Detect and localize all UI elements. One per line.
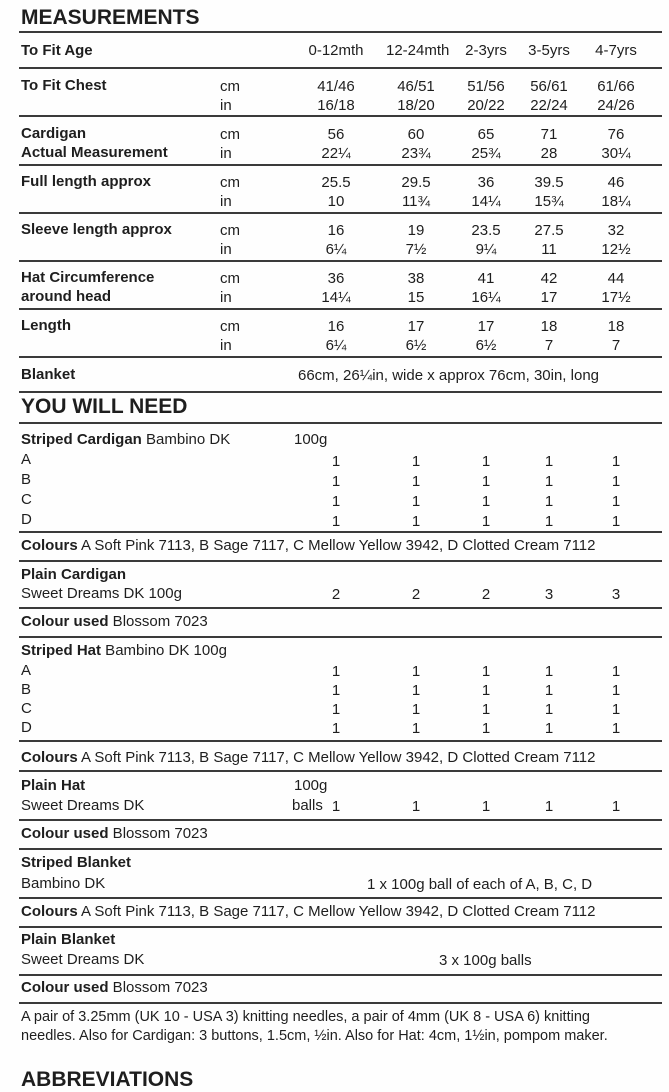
plain-hat-yarn: Sweet Dreams DK	[21, 797, 145, 814]
rule	[19, 67, 662, 69]
plain-cardigan-qty-5: 3	[611, 586, 621, 603]
striped-blanket-amount: 1 x 100g ball of each of A, B, C, D	[367, 876, 593, 893]
cardigan-unit-in: in	[220, 145, 232, 162]
section-title: YOU WILL NEED	[21, 395, 188, 418]
length-cm-1: 16	[327, 318, 345, 335]
striped-cardigan-qty-1: 1	[331, 473, 341, 490]
sleeve_length-in-3: 9¼	[475, 241, 497, 258]
striped-cardigan-qty-5: 1	[611, 513, 621, 530]
hat_circ-unit-cm: cm	[220, 270, 240, 287]
full_length-label: Full length approx	[21, 173, 151, 190]
striped-hat-heading-text: Bambino DK 100g	[101, 642, 227, 659]
plain-hat-title: Plain Hat	[21, 777, 86, 794]
plain-hat-qty-3: 1	[481, 798, 491, 815]
plain-blanket-title: Plain Blanket	[21, 931, 116, 948]
striped-cardigan-qty-4: 1	[544, 493, 554, 510]
striped-hat-qty-2: 1	[411, 663, 421, 680]
to_fit_chest-in-3: 20/22	[467, 97, 505, 114]
length-in-3: 6½	[475, 337, 497, 354]
colours-blanket-text: A Soft Pink 7113, B Sage 7117, C Mellow Yellow 3942, D Clotted Cream 7112	[77, 903, 596, 920]
size-heading-2: 12-24mth	[386, 42, 450, 59]
full_length-cm-5: 46	[607, 174, 625, 191]
striped-cardigan-qty-3: 1	[481, 473, 491, 490]
to_fit_chest-cm-4: 56/61	[530, 78, 568, 95]
to_fit_chest-in-5: 24/26	[597, 97, 635, 114]
striped-cardigan-letter: D	[21, 511, 32, 528]
striped-cardigan-qty-2: 1	[411, 513, 421, 530]
rule	[19, 212, 662, 214]
full_length-in-3: 14¼	[471, 193, 501, 210]
to_fit_chest-in-1: 16/18	[317, 97, 355, 114]
striped-hat-qty-5: 1	[611, 682, 621, 699]
length-cm-5: 18	[607, 318, 625, 335]
striped-cardigan-qty-3: 1	[481, 453, 491, 470]
striped-cardigan-heading-label: Striped Cardigan	[21, 431, 142, 448]
striped-cardigan-letter: B	[21, 471, 32, 488]
full_length-in-1: 10	[327, 193, 345, 210]
striped-cardigan-qty-1: 1	[331, 493, 341, 510]
cardigan-in-1: 22¼	[321, 145, 351, 162]
striped-hat-qty-4: 1	[544, 663, 554, 680]
striped-cardigan-letter: A	[21, 451, 32, 468]
striped-hat-qty-4: 1	[544, 720, 554, 737]
size-heading-4: 3-5yrs	[528, 42, 570, 59]
to_fit_chest-cm-2: 46/51	[397, 78, 435, 95]
colour-used-hat	[21, 824, 208, 843]
length-cm-3: 17	[477, 318, 495, 335]
striped-cardigan-qty-5: 1	[611, 493, 621, 510]
striped-hat-qty-5: 1	[611, 720, 621, 737]
hat_circ-in-3: 16¼	[471, 289, 501, 306]
colours-cardigan-text: A Soft Pink 7113, B Sage 7117, C Mellow Yellow 3942, D Clotted Cream 7112	[77, 537, 596, 554]
full_length-in-2: 11¾	[401, 193, 431, 210]
row-label-age: To Fit Age	[21, 42, 93, 59]
rule	[19, 531, 662, 533]
colours-blanket	[21, 902, 596, 921]
full_length-cm-1: 25.5	[321, 174, 351, 191]
striped-hat-letter: C	[21, 700, 32, 717]
plain-hat-qty-4: 1	[544, 798, 554, 815]
plain-hat-qty-1: 1	[331, 798, 341, 815]
sleeve_length-cm-1: 16	[327, 222, 345, 239]
colour-used-blanket-text: Blossom 7023	[108, 979, 208, 996]
hat_circ-cm-3: 41	[477, 270, 495, 287]
to_fit_chest-in-2: 18/20	[397, 97, 435, 114]
rule	[19, 819, 662, 821]
cardigan-cm-2: 60	[407, 126, 425, 143]
length-cm-2: 17	[407, 318, 425, 335]
sleeve_length-cm-4: 27.5	[534, 222, 564, 239]
striped-cardigan-letter: C	[21, 491, 32, 508]
rule	[19, 31, 662, 33]
rule	[19, 897, 662, 899]
hat_circ-cm-1: 36	[327, 270, 345, 287]
hat_circ-in-1: 14¼	[321, 289, 351, 306]
striped-cardigan-qty-1: 1	[331, 513, 341, 530]
size-heading-1: 0-12mth	[308, 42, 364, 59]
length-in-2: 6½	[405, 337, 427, 354]
striped-hat-qty-3: 1	[481, 701, 491, 718]
rule	[19, 308, 662, 310]
length-unit-cm: cm	[220, 318, 240, 335]
plain-cardigan-qty-1: 2	[331, 586, 341, 603]
to_fit_chest-unit-in: in	[220, 97, 232, 114]
striped-hat-qty-5: 1	[611, 663, 621, 680]
striped-hat-qty-2: 1	[411, 720, 421, 737]
plain-hat-unit: balls	[292, 797, 323, 814]
rule	[19, 607, 662, 609]
colours-hat-text: A Soft Pink 7113, B Sage 7117, C Mellow Yellow 3942, D Clotted Cream 7112	[77, 749, 596, 766]
hat_circ-cm-2: 38	[407, 270, 425, 287]
rule	[19, 770, 662, 772]
striped-hat-qty-4: 1	[544, 682, 554, 699]
full_length-unit-cm: cm	[220, 174, 240, 191]
rule	[19, 926, 662, 928]
striped-blanket-title: Striped Blanket	[21, 854, 132, 871]
to_fit_chest-label: To Fit Chest	[21, 77, 107, 94]
abbreviations-title: ABBREVIATIONS	[21, 1068, 194, 1091]
colour-used-cardigan	[21, 612, 208, 631]
full_length-in-5: 18¼	[601, 193, 631, 210]
striped-cardigan-qty-3: 1	[481, 513, 491, 530]
plain-cardigan-yarn: Sweet Dreams DK 100g	[21, 585, 182, 602]
rule	[19, 164, 662, 166]
striped-hat-heading-label: Striped Hat	[21, 642, 102, 659]
striped-cardigan-qty-5: 1	[611, 453, 621, 470]
length-in-4: 7	[544, 337, 554, 354]
size-heading-5: 4-7yrs	[595, 42, 637, 59]
rule	[19, 422, 662, 424]
striped-blanket-yarn: Bambino DK	[21, 875, 106, 892]
striped-hat-heading	[21, 641, 227, 660]
plain-blanket-yarn: Sweet Dreams DK	[21, 951, 145, 968]
to_fit_chest-cm-5: 61/66	[597, 78, 635, 95]
striped-hat-qty-4: 1	[544, 701, 554, 718]
striped-cardigan-qty-2: 1	[411, 493, 421, 510]
full_length-cm-4: 39.5	[534, 174, 564, 191]
hat_circ-label-2: around head	[21, 288, 112, 305]
hat_circ-in-5: 17½	[601, 289, 631, 306]
striped-cardigan-weight: 100g	[294, 431, 328, 448]
striped-hat-qty-1: 1	[331, 701, 341, 718]
colours-cardigan-label: Colours	[21, 537, 78, 554]
length-label: Length	[21, 317, 71, 334]
rule	[19, 115, 662, 117]
plain-blanket-amount: 3 x 100g balls	[439, 952, 532, 969]
striped-cardigan-qty-2: 1	[411, 473, 421, 490]
hat_circ-in-4: 17	[540, 289, 558, 306]
striped-hat-qty-5: 1	[611, 701, 621, 718]
plain-hat-qty-2: 1	[411, 798, 421, 815]
cardigan-cm-5: 76	[607, 126, 625, 143]
plain-cardigan-qty-2: 2	[411, 586, 421, 603]
colour-used-blanket	[21, 978, 208, 997]
hat_circ-in-2: 15	[407, 289, 425, 306]
sleeve_length-in-2: 7½	[405, 241, 427, 258]
rule	[19, 1002, 662, 1004]
colours-blanket-label: Colours	[21, 903, 78, 920]
striped-hat-qty-1: 1	[331, 720, 341, 737]
cardigan-label-2: Actual Measurement	[21, 144, 168, 161]
striped-hat-letter: D	[21, 719, 32, 736]
plain-hat-qty-5: 1	[611, 798, 621, 815]
to_fit_chest-unit-cm: cm	[220, 78, 240, 95]
cardigan-in-4: 28	[540, 145, 558, 162]
hat_circ-label-1: Hat Circumference	[21, 269, 155, 286]
sleeve_length-cm-3: 23.5	[471, 222, 501, 239]
sleeve_length-unit-in: in	[220, 241, 232, 258]
striped-hat-letter: B	[21, 681, 32, 698]
striped-cardigan-qty-1: 1	[331, 453, 341, 470]
full_length-in-4: 15¾	[534, 193, 564, 210]
length-in-5: 7	[611, 337, 621, 354]
length-in-1: 6¼	[325, 337, 347, 354]
rule	[19, 636, 662, 638]
cardigan-in-5: 30¼	[601, 145, 631, 162]
plain-hat-weight: 100g	[294, 777, 328, 794]
rule	[19, 848, 662, 850]
striped-cardigan-heading	[21, 430, 230, 449]
to_fit_chest-cm-1: 41/46	[317, 78, 355, 95]
blanket-label: Blanket	[21, 366, 76, 383]
sleeve_length-unit-cm: cm	[220, 222, 240, 239]
striped-hat-letter: A	[21, 662, 32, 679]
sleeve_length-in-4: 11	[541, 241, 557, 258]
rule	[19, 260, 662, 262]
plain-cardigan-qty-3: 2	[481, 586, 491, 603]
rule	[19, 560, 662, 562]
sleeve_length-cm-2: 19	[407, 222, 425, 239]
size-heading-3: 2-3yrs	[465, 42, 507, 59]
sleeve_length-in-1: 6¼	[325, 241, 347, 258]
sleeve_length-label: Sleeve length approx	[21, 221, 172, 238]
hat_circ-unit-in: in	[220, 289, 232, 306]
page-title: MEASUREMENTS	[21, 6, 200, 29]
cardigan-label-1: Cardigan	[21, 125, 87, 142]
striped-cardigan-qty-3: 1	[481, 493, 491, 510]
cardigan-cm-3: 65	[477, 126, 495, 143]
hat_circ-cm-4: 42	[540, 270, 558, 287]
rule	[19, 391, 662, 393]
hat_circ-cm-5: 44	[607, 270, 625, 287]
colour-used-cardigan-text: Blossom 7023	[108, 613, 208, 630]
plain-cardigan-title: Plain Cardigan	[21, 566, 127, 583]
cardigan-unit-cm: cm	[220, 126, 240, 143]
cardigan-in-2: 23¾	[401, 145, 431, 162]
cardigan-in-3: 25¾	[471, 145, 501, 162]
sleeve_length-cm-5: 32	[607, 222, 625, 239]
rule	[19, 356, 662, 358]
colour-used-blanket-label: Colour used	[21, 979, 109, 996]
colour-used-hat-text: Blossom 7023	[108, 825, 208, 842]
striped-cardigan-qty-4: 1	[544, 513, 554, 530]
striped-hat-qty-3: 1	[481, 720, 491, 737]
rule	[19, 740, 662, 742]
plain-cardigan-qty-4: 3	[544, 586, 554, 603]
striped-hat-qty-2: 1	[411, 682, 421, 699]
striped-hat-qty-1: 1	[331, 663, 341, 680]
colour-used-hat-label: Colour used	[21, 825, 109, 842]
colour-used-cardigan-label: Colour used	[21, 613, 109, 630]
colours-cardigan	[21, 536, 596, 555]
striped-cardigan-qty-5: 1	[611, 473, 621, 490]
to_fit_chest-in-4: 22/24	[530, 97, 568, 114]
striped-cardigan-qty-2: 1	[411, 453, 421, 470]
to_fit_chest-cm-3: 51/56	[467, 78, 505, 95]
full_length-cm-2: 29.5	[401, 174, 431, 191]
cardigan-cm-4: 71	[540, 126, 558, 143]
striped-hat-qty-1: 1	[331, 682, 341, 699]
needles-note: A pair of 3.25mm (UK 10 - USA 3) knitting needles, a pair of 4mm (UK 8 - USA 6) knitting needles. Also for Cardigan: 3 buttons, 1.5cm, ½in. Also for Hat: 4cm, 1½in, pompom maker.	[21, 1009, 608, 1044]
striped-hat-qty-3: 1	[481, 663, 491, 680]
colours-hat-label: Colours	[21, 749, 78, 766]
colours-hat	[21, 748, 596, 767]
striped-cardigan-qty-4: 1	[544, 473, 554, 490]
sleeve_length-in-5: 12½	[601, 241, 631, 258]
blanket-value: 66cm, 26¼in, wide x approx 76cm, 30in, long	[298, 367, 600, 384]
cardigan-cm-1: 56	[327, 126, 345, 143]
striped-hat-qty-3: 1	[481, 682, 491, 699]
striped-cardigan-heading-text: Bambino DK	[141, 431, 231, 448]
full_length-unit-in: in	[220, 193, 232, 210]
rule	[19, 974, 662, 976]
length-unit-in: in	[220, 337, 232, 354]
striped-cardigan-qty-4: 1	[544, 453, 554, 470]
striped-hat-qty-2: 1	[411, 701, 421, 718]
length-cm-4: 18	[540, 318, 558, 335]
full_length-cm-3: 36	[477, 174, 495, 191]
